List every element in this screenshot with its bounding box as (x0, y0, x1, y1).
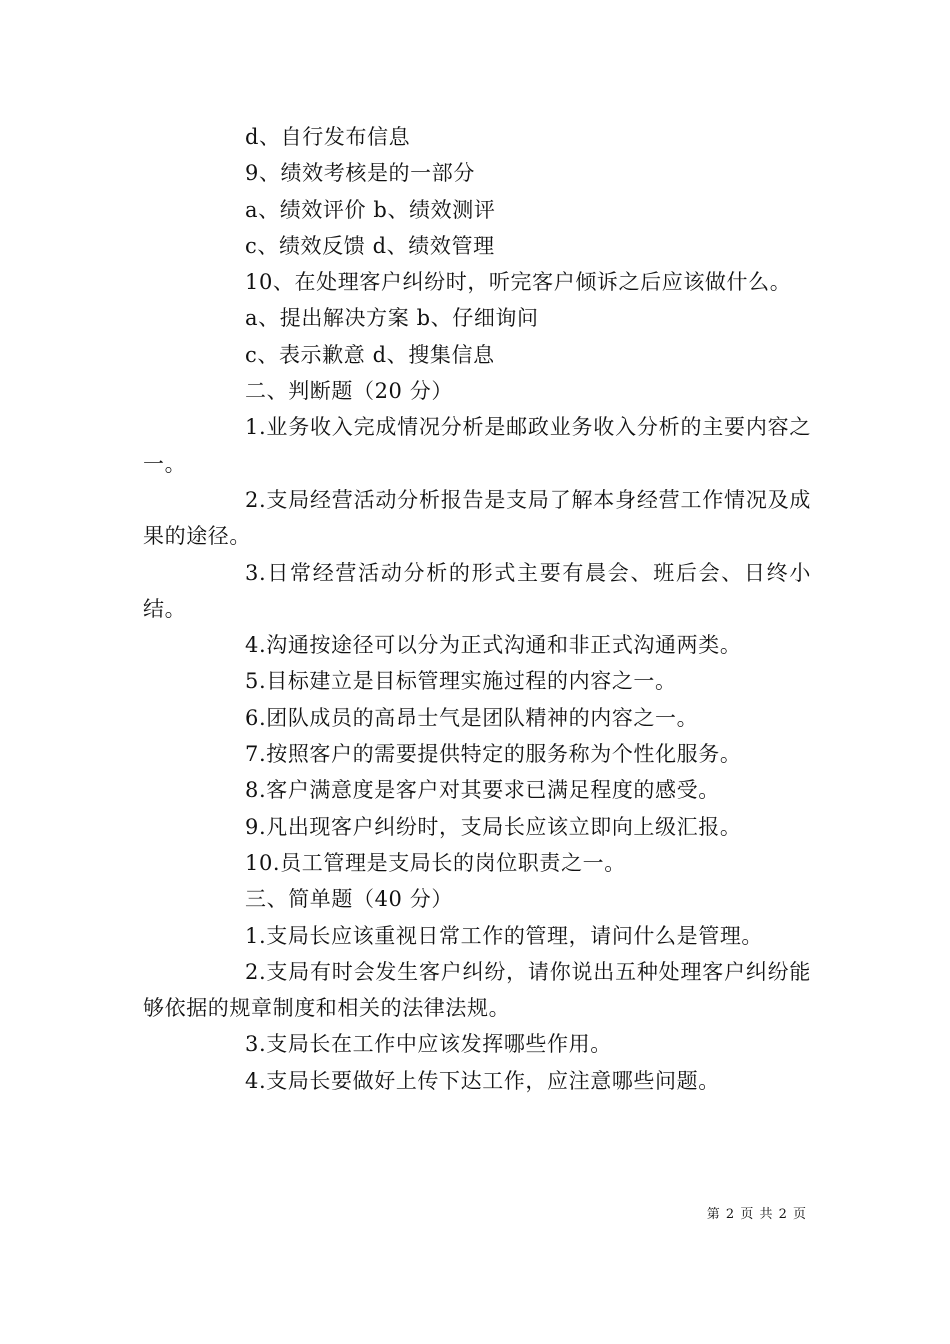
page-number-footer: 第 2 页 共 2 页 (706, 1207, 807, 1222)
judgement-item-8: 8.客户满意度是客户对其要求已满足程度的感受。 (245, 778, 720, 803)
judgement-item-1: 1.业务收入完成情况分析是邮政业务收入分析的主要内容之一。 (143, 415, 811, 476)
section-2-heading: 二、判断题（20 分） (245, 379, 453, 404)
short-answer-item-4: 4.支局长要做好上传下达工作，应注意哪些问题。 (245, 1068, 720, 1093)
judgement-item-10: 10.员工管理是支局长的岗位职责之一。 (245, 850, 626, 875)
question-9: 9、绩效考核是的一部分 (245, 161, 475, 186)
question-9-options-cd: c、绩效反馈 d、绩效管理 (245, 233, 495, 258)
short-answer-item-1: 1.支局长应该重视日常工作的管理，请问什么是管理。 (245, 923, 764, 948)
short-answer-item-2: 2.支局有时会发生客户纠纷，请你说出五种处理客户纠纷能够依据的规章制度和相关的法律法规。 (143, 959, 811, 1021)
judgement-item-7: 7.按照客户的需要提供特定的服务称为个性化服务。 (245, 742, 742, 767)
judgement-item-9: 9.凡出现客户纠纷时，支局长应该立即向上级汇报。 (245, 814, 742, 839)
judgement-item-5: 5.目标建立是目标管理实施过程的内容之一。 (245, 669, 677, 694)
judgement-item-3: 3.日常经营活动分析的形式主要有晨会、班后会、日终小结。 (143, 560, 811, 621)
option-line-d: d、自行发布信息 (245, 125, 411, 149)
question-9-options-ab: a、绩效评价 b、绩效测评 (245, 197, 496, 222)
section-3-heading: 三、简单题（40 分） (245, 887, 453, 912)
judgement-item-4: 4.沟通按途径可以分为正式沟通和非正式沟通两类。 (245, 633, 742, 658)
question-10-options-cd: c、表示歉意 d、搜集信息 (245, 342, 495, 367)
short-answer-item-3: 3.支局长在工作中应该发挥哪些作用。 (245, 1032, 612, 1057)
document-body (143, 119, 811, 1099)
judgement-item-2: 2.支局经营活动分析报告是支局了解本身经营工作情况及成果的途径。 (143, 487, 811, 549)
question-10-options-ab: a、提出解决方案 b、仔细询问 (245, 306, 539, 331)
judgement-item-6: 6.团队成员的高昂士气是团队精神的内容之一。 (245, 705, 699, 730)
question-10: 10、在处理客户纠纷时，听完客户倾诉之后应该做什么。 (245, 270, 792, 295)
